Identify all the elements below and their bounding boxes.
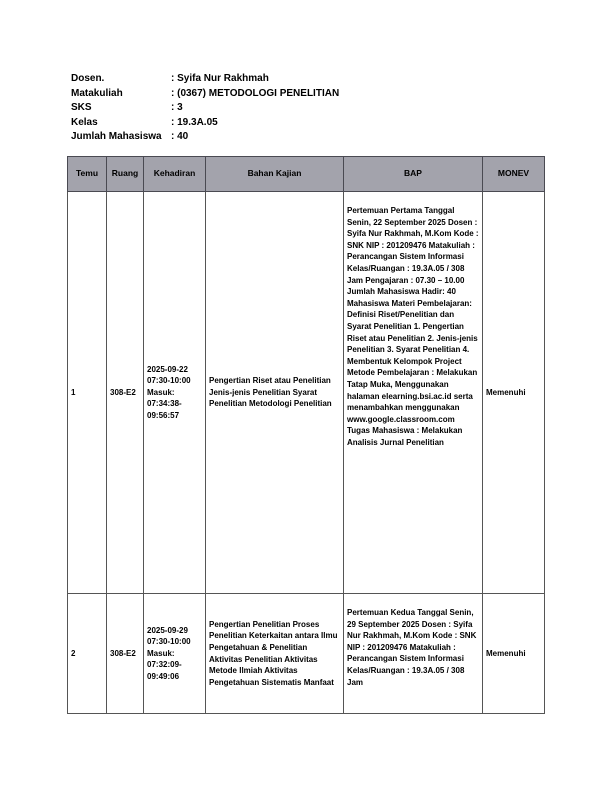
- ruang-cell: 308-E2: [107, 192, 144, 594]
- col-header-ruang: Ruang: [107, 157, 144, 192]
- course-header: [71, 72, 339, 145]
- temu-cell: 2: [68, 594, 107, 714]
- dosen-label: Dosen.: [71, 73, 105, 84]
- table-header-row: [68, 157, 545, 192]
- col-header-kehadiran: Kehadiran: [144, 157, 206, 192]
- jumlah-mahasiswa-value: : 40: [171, 131, 189, 142]
- kelas-value: : 19.3A.05: [171, 116, 218, 128]
- matakuliah-value: : (0367) METODOLOGI PENELITIAN: [171, 87, 340, 99]
- col-header-monev: MONEV: [483, 157, 545, 192]
- table-row: [68, 594, 545, 714]
- sks-label: SKS: [71, 102, 92, 113]
- bahan-kajian-cell: Pengertian Penelitian Proses Penelitian Keterkaitan antara Ilmu Pengetahuan & Penelitian Aktivitas Penelitian Aktivitas Metode Ilmiah Aktivitas Pengetahuan Sistematis Manfaat: [206, 594, 344, 714]
- bap-cell: Pertemuan Kedua Tanggal Senin, 29 September 2025 Dosen : Syifa Nur Rakhmah, M.Kom Kode : SNK NIP : 201209476 Matakuliah : Perancangan Sistem Informasi Kelas/Ruangan : 19.3A.05 / 308 Jam: [344, 594, 483, 714]
- header-row-matakuliah: [71, 87, 339, 102]
- bahan-kajian-cell: Pengertian Riset atau Penelitian Jenis-jenis Penelitian Syarat Penelitian Metodologi Penelitian: [206, 192, 344, 594]
- header-row-kelas: [71, 116, 339, 131]
- col-header-bap: BAP: [344, 157, 483, 192]
- col-header-temu: Temu: [68, 157, 107, 192]
- table-row: [68, 192, 545, 594]
- jumlah-mahasiswa-label: Jumlah Mahasiswa: [71, 131, 162, 142]
- monev-cell: Memenuhi: [483, 192, 545, 594]
- temu-cell: 1: [68, 192, 107, 594]
- header-row-sks: [71, 101, 339, 116]
- kelas-label: Kelas: [71, 116, 98, 128]
- kehadiran-cell: 2025-09-29 07:30-10:00 Masuk: 07:32:09-09:49:06: [144, 594, 206, 714]
- matakuliah-label: Matakuliah: [71, 87, 123, 99]
- monev-cell: Memenuhi: [483, 594, 545, 714]
- header-row-jumlah: [71, 130, 339, 145]
- bap-table: [67, 156, 545, 714]
- sks-value: : 3: [171, 102, 183, 113]
- header-row-dosen: [71, 72, 339, 87]
- kehadiran-cell: 2025-09-22 07:30-10:00 Masuk: 07:34:38-09:56:57: [144, 192, 206, 594]
- dosen-value: : Syifa Nur Rakhmah: [171, 73, 269, 84]
- col-header-bahan-kajian: Bahan Kajian: [206, 157, 344, 192]
- ruang-cell: 308-E2: [107, 594, 144, 714]
- bap-cell: Pertemuan Pertama Tanggal Senin, 22 September 2025 Dosen : Syifa Nur Rakhmah, M.Kom Kode : SNK NIP : 201209476 Matakuliah : Perancangan Sistem Informasi Kelas/Ruangan : 19.3A.05 / 308 Jam Pengajaran : 07.30 – 10.00 Jumlah Mahasiswa Hadir: 40 Mahasiswa Materi Pembelajaran: Definisi Riset/Penelitian dan Syarat Penelitian 1. Pengertian Riset atau Penelitian 2. Jenis-jenis Penelitian 3. Syarat Penelitian 4. Membentuk Kelompok Project Metode Pembelajaran : Melakukan Tatap Muka, Menggunakan halaman elearning.bsi.ac.id serta menambahkan menggunakan www.google.classroom.com Tugas Mahasiswa : Melakukan Analisis Jurnal Penelitian: [344, 192, 483, 594]
